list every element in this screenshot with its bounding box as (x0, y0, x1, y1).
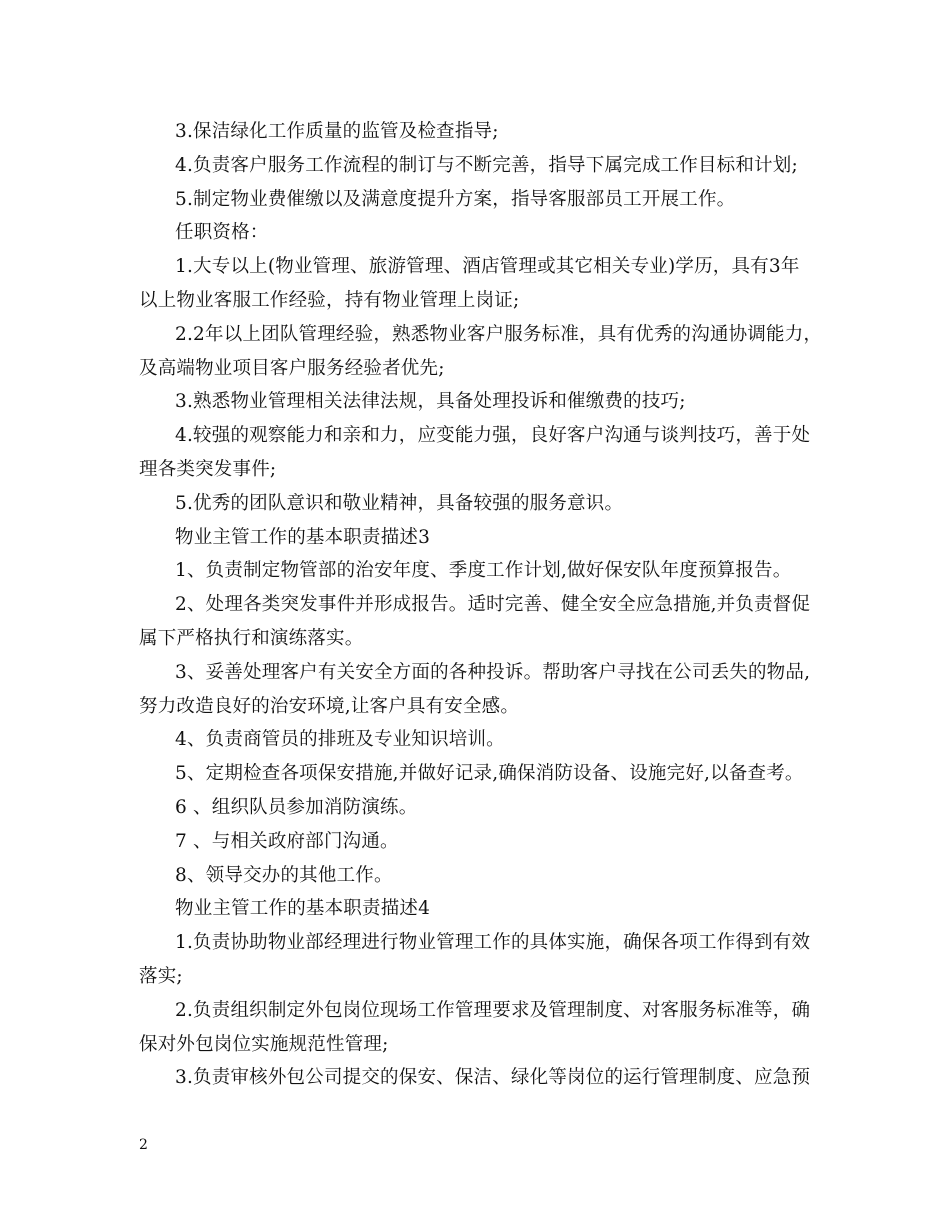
text-line: 3.保洁绿化工作质量的监管及检查指导; (175, 121, 499, 142)
text-line: 任职资格： (175, 222, 269, 244)
text-line: 3.负责审核外包公司提交的保安、保洁、绿化等岗位的运行管理制度、应急预 (175, 1067, 811, 1089)
text-line: 5.制定物业费催缴以及满意度提升方案，指导客服部员工开展工作。 (175, 188, 736, 210)
text-line: 5.优秀的团队意识和敬业精神，具备较强的服务意识。 (175, 492, 624, 514)
text-line: 6 、组织队员参加消防演练。 (175, 796, 418, 818)
text-line: 努力改造良好的治安环境,让客户具有安全感。 (139, 695, 520, 717)
text-line: 以上物业客服工作经验，持有物业管理上岗证; (139, 289, 520, 311)
text-line: 8、领导交办的其他工作。 (175, 864, 393, 886)
text-line: 保对外包岗位实施规范性管理; (139, 1033, 389, 1055)
text-line: 属下严格执行和演练落实。 (139, 627, 364, 649)
page-number: 2 (139, 1137, 148, 1153)
text-line: 5、定期检查各项保安措施,并做好记录,确保消防设备、设施完好,以备查考。 (175, 763, 804, 785)
text-line: 3、妥善处理客户有关安全方面的各种投诉。帮助客户寻找在公司丢失的物品, (175, 661, 811, 683)
text-line: 1.大专以上(物业管理、旅游管理、酒店管理或其它相关专业)学历，具有3年 (175, 256, 800, 278)
text-line: 7 、与相关政府部门沟通。 (175, 830, 399, 852)
text-line: 1、负责制定物管部的治安年度、季度工作计划,做好保安队年度预算报告。 (175, 560, 792, 582)
text-line: 2.2年以上团队管理经验，熟悉物业客户服务标准，具有优秀的沟通协调能力， (175, 323, 823, 345)
document-body (139, 115, 823, 1095)
text-line: 3.熟悉物业管理相关法律法规，具备处理投诉和催缴费的技巧; (175, 391, 686, 413)
text-line: 及高端物业项目客户服务经验者优先; (139, 357, 445, 379)
text-line: 1.负责协助物业部经理进行物业管理工作的具体实施，确保各项工作得到有效 (175, 932, 811, 954)
text-line: 落实; (139, 965, 183, 987)
text-line: 2.负责组织制定外包岗位现场工作管理要求及管理制度、对客服务标准等，确 (175, 999, 811, 1021)
text-line: 理各类突发事件; (139, 458, 277, 480)
text-line: 物业主管工作的基本职责描述3 (175, 526, 431, 548)
text-line: 4.较强的观察能力和亲和力，应变能力强，良好客户沟通与谈判技巧，善于处 (175, 425, 811, 447)
text-line: 4、负责商管员的排班及专业知识培训。 (175, 729, 505, 751)
text-line: 2、处理各类突发事件并形成报告。适时完善、健全安全应急措施,并负责督促 (175, 594, 811, 616)
text-line: 4.负责客户服务工作流程的制订与不断完善，指导下属完成工作目标和计划; (175, 154, 798, 176)
text-line: 物业主管工作的基本职责描述4 (175, 898, 431, 920)
